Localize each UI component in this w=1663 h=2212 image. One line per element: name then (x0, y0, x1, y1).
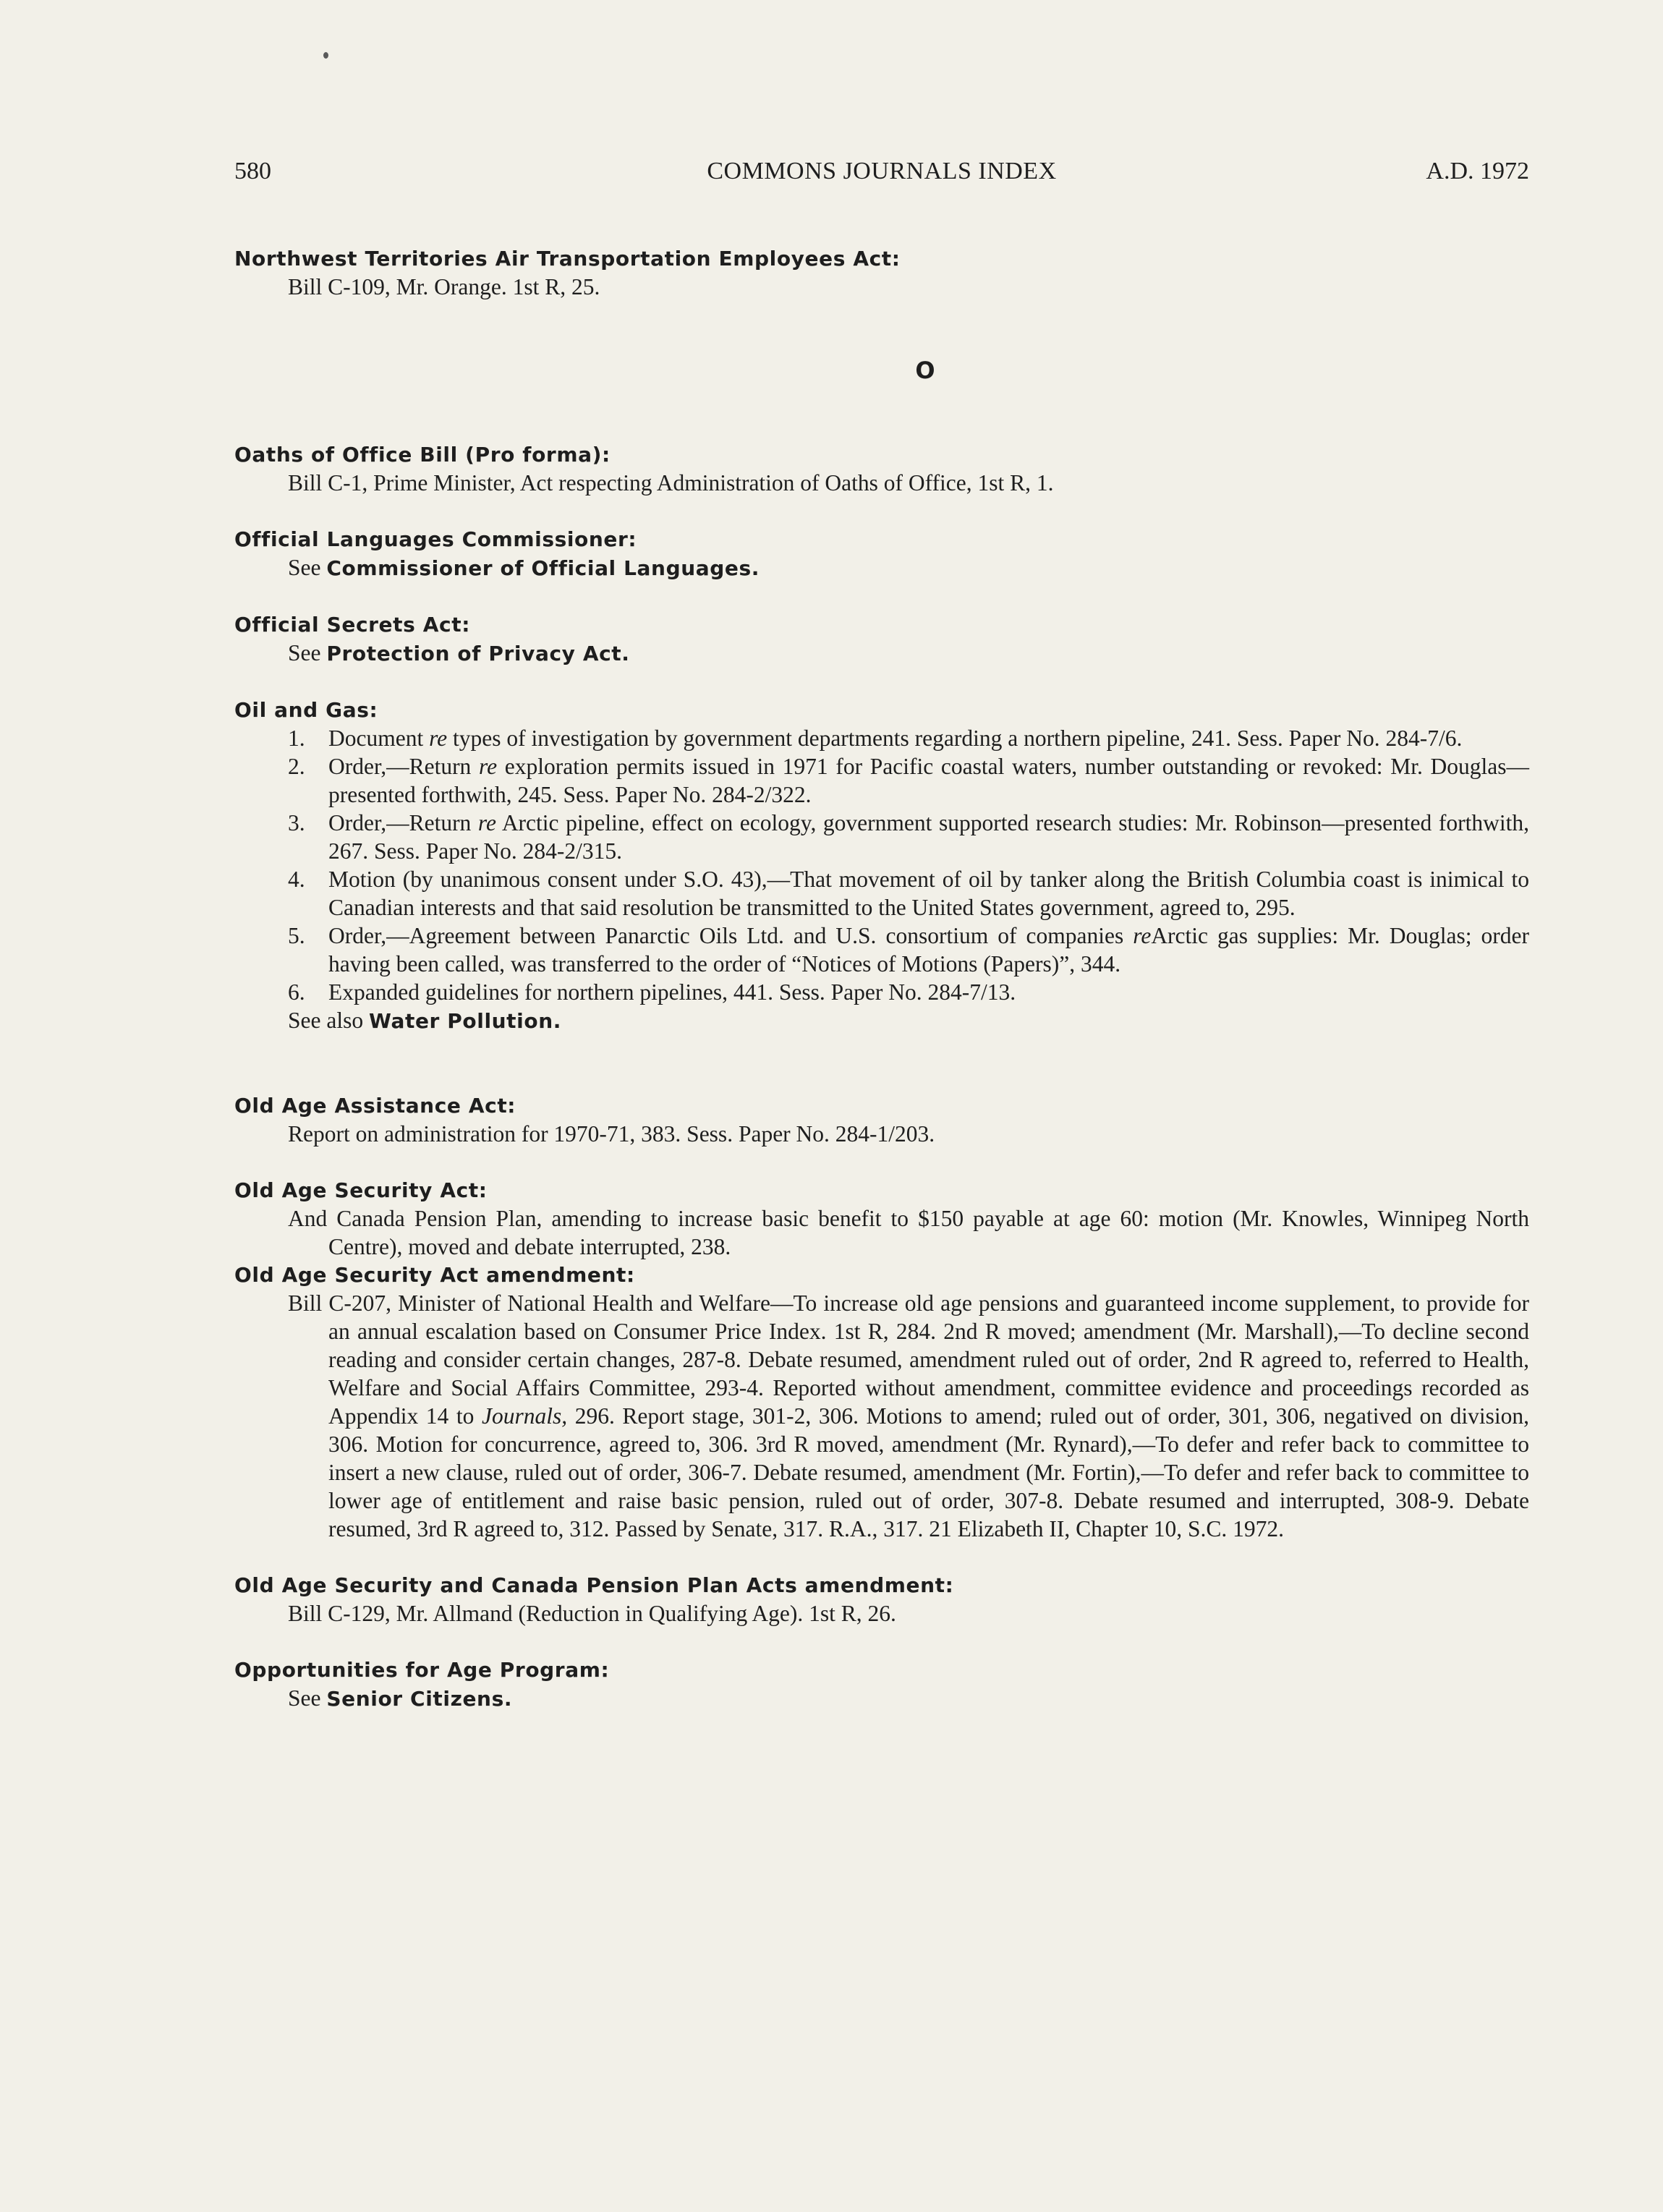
item-text: Expanded guidelines for northern pipelines, 441. Sess. Paper No. 284-7/13. (328, 979, 1016, 1005)
item-text: Order,—Return (328, 754, 479, 779)
item-italic: re (477, 810, 496, 835)
item-italic: re (429, 726, 448, 751)
item-number: 4. (288, 867, 305, 892)
entry-text: Bill C-1, Prime Minister, Act respecting Administration of Oaths of Office, 1st R, 1. (288, 470, 1054, 495)
see-reference: Commissioner of Official Languages. (326, 556, 760, 580)
list-item (234, 865, 1529, 922)
item-text: Arctic pipeline, effect on ecology, government supported research studies: Mr. Robinson—presented forthwith, 267. Sess. Paper No. 284-2/315. (328, 810, 1529, 864)
cross-reference (234, 639, 1529, 668)
index-entry (234, 525, 1529, 582)
cross-reference (234, 1006, 1529, 1035)
see-prefix: See (288, 640, 327, 665)
journal-title: COMMONS JOURNALS INDEX (707, 158, 1057, 184)
entry-heading: Official Secrets Act: (234, 613, 471, 637)
entry-heading: Old Age Security and Canada Pension Plan Acts amendment: (234, 1573, 954, 1597)
entry-heading: Official Languages Commissioner: (234, 527, 637, 551)
entry-heading: Opportunities for Age Program: (234, 1658, 610, 1682)
item-text: Order,—Return (328, 810, 478, 835)
entry-text: And Canada Pension Plan, amending to increase basic benefit to $150 payable at age 60: motion (Mr. Knowles, Winnipeg North Centre), moved and debate interrupted, 238. (288, 1206, 1529, 1259)
index-entry (234, 1176, 1529, 1261)
list-item (234, 752, 1529, 809)
index-entry (234, 1092, 1529, 1148)
item-text: Motion (by unanimous consent under S.O. 43),—That movement of oil by tanker along the British Columbia coast is inimical to Canadian interests and that said resolution be transmitted to the United States government, agreed to, 295. (328, 867, 1529, 920)
list-item (234, 978, 1529, 1006)
index-entry (234, 441, 1529, 497)
see-prefix: See (288, 1685, 327, 1711)
entry-heading: Old Age Assistance Act: (234, 1094, 516, 1118)
see-also-prefix: See also (288, 1008, 369, 1033)
journals-italic: Journals, (481, 1403, 568, 1429)
index-column (234, 244, 1529, 1713)
entry-text: Bill C-129, Mr. Allmand (Reduction in Qualifying Age). 1st R, 26. (288, 1601, 896, 1626)
item-text: Arctic gas supplies: Mr. Douglas; order having been called, was transferred to the order of “Notices of Motions (Papers)”, 344. (328, 923, 1529, 977)
entry-heading: Oaths of Office Bill (Pro forma): (234, 443, 611, 467)
see-reference: Senior Citizens. (326, 1687, 513, 1711)
item-text: types of investigation by government departments regarding a northern pipeline, 241. Sess. Paper No. 284-7/6. (447, 726, 1463, 751)
item-italic: re (479, 754, 498, 779)
item-number: 6. (288, 979, 305, 1005)
item-number: 5. (288, 923, 305, 948)
journal-year: A.D. 1972 (1426, 158, 1529, 184)
list-item (234, 809, 1529, 865)
item-number: 1. (288, 726, 305, 751)
cross-reference (234, 553, 1529, 582)
see-reference: Protection of Privacy Act. (326, 642, 630, 665)
index-entry (234, 1656, 1529, 1713)
index-entry (234, 611, 1529, 668)
page-number: 580 (234, 158, 271, 184)
entry-heading: Northwest Territories Air Transportation Employees Act: (234, 247, 901, 271)
list-item (234, 922, 1529, 978)
see-also-reference: Water Pollution. (368, 1009, 561, 1033)
entry-text-part: Bill C-207, Minister of National Health and Welfare—To increase old age pensions and guaranteed income supplement, to provide for an annual escalation based on Consumer Price Index. 1st R, 284. 2nd R moved; amendment (Mr. Marshall),—To decline second reading and consider certain changes, 287-8. Debate resumed, amendment ruled out of order, 2nd R agreed to, referred to Health, Welfare and Social Affairs Committee, 293-4. Reported without amendment, committee evidence and proceedings recorded as Appendix 14 to (288, 1290, 1529, 1429)
item-italic: re (1133, 923, 1152, 948)
item-text: Document (328, 726, 430, 751)
entry-heading: Oil and Gas: (234, 698, 378, 722)
see-prefix: See (288, 555, 327, 580)
item-number: 3. (288, 810, 305, 835)
index-entry (234, 1261, 1529, 1543)
item-number: 2. (288, 754, 305, 779)
running-head (234, 158, 1529, 194)
entry-heading: Old Age Security Act: (234, 1178, 488, 1202)
entry-heading: Old Age Security Act amendment: (234, 1263, 635, 1287)
index-entry (234, 696, 1529, 1035)
cross-reference (234, 1684, 1529, 1713)
index-entry (234, 244, 1529, 301)
list-item (234, 724, 1529, 752)
item-text: exploration permits issued in 1971 for Pacific coastal waters, number outstanding or revoked: Mr. Douglas—presented forthwith, 245. Sess. Paper No. 284-2/322. (328, 754, 1529, 807)
ink-speck (323, 52, 328, 59)
entry-text: Bill C-109, Mr. Orange. 1st R, 25. (288, 274, 600, 299)
item-text: Order,—Agreement between Panarctic Oils Ltd. and U.S. consortium of companies (328, 923, 1134, 948)
section-letter: O (915, 357, 935, 384)
entry-text (234, 1289, 1529, 1543)
entry-text: Report on administration for 1970-71, 383. Sess. Paper No. 284-1/203. (288, 1121, 935, 1147)
entry-text-part: 296. Report stage, 301-2, 306. Motions to amend; ruled out of order, 301, 306, negatived on division, 306. Motion for concurrence, agreed to, 306. 3rd R moved, amendment (Mr. Rynard),—To defer and refer back to committee to insert a new clause, ruled out of order, 306-7. Debate resumed, amendment (Mr. Fortin),—To defer and refer back to committee to lower age of entitlement and raise basic pension, ruled out of order, 307-8. Debate resumed and interrupted, 308-9. Debate resumed, 3rd R agreed to, 312. Passed by Senate, 317. R.A., 317. 21 Elizabeth II, Chapter 10, S.C. 1972. (328, 1403, 1530, 1541)
index-entry (234, 1571, 1529, 1628)
